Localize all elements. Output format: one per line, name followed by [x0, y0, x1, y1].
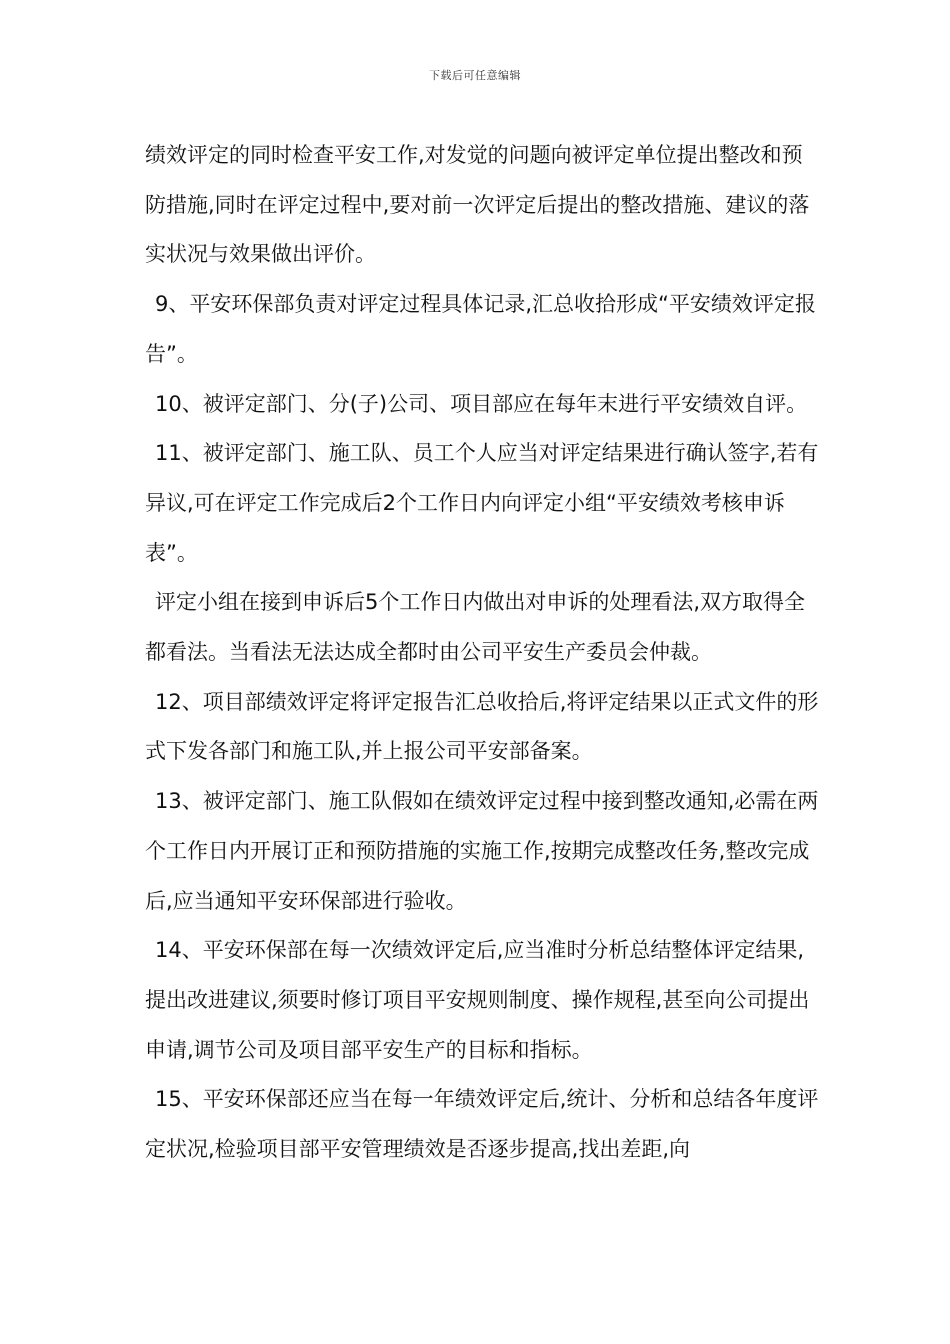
document-body	[145, 131, 820, 1175]
paragraph: 10、被评定部门、分(子)公司、项目部应在每年末进行平安绩效自评。	[155, 391, 808, 416]
paragraph: 14、平安环保部在每一次绩效评定后,应当准时分析总结整体评定结果,提出改进建议,须要时修订项目平安规则制度、操作规程,甚至向公司提出申请,调节公司及项目部平安生产的目标和指标。	[145, 938, 810, 1062]
paragraph: 11、被评定部门、施工队、员工个人应当对评定结果进行确认签字,若有异议,可在评定工作完成后2个工作日内向评定小组“平安绩效考核申诉表”。	[145, 441, 819, 565]
paragraph: 12、项目部绩效评定将评定报告汇总收拾后,将评定结果以正式文件的形式下发各部门和施工队,并上报公司平安部备案。	[145, 689, 819, 764]
paragraph: 15、平安环保部还应当在每一年绩效评定后,统计、分析和总结各年度评定状况,检验项目部平安管理绩效是否逐步提高,找出差距,向	[145, 1087, 819, 1162]
paragraph: 评定小组在接到申诉后5个工作日内做出对申诉的处理看法,双方取得全都看法。当看法无法达成全都时由公司平安生产委员会仲裁。	[145, 590, 806, 665]
paragraph: 9、平安环保部负责对评定过程具体记录,汇总收拾形成“平安绩效评定报告”。	[145, 292, 816, 366]
page-header: 下载后可任意编辑	[429, 69, 521, 82]
paragraph: 13、被评定部门、施工队假如在绩效评定过程中接到整改通知,必需在两个工作日内开展订正和预防措施的实施工作,按期完成整改任务,整改完成后,应当通知平安环保部进行验收。	[145, 789, 819, 913]
paragraph: 绩效评定的同时检查平安工作,对发觉的问题向被评定单位提出整改和预防措施,同时在评定过程中,要对前一次评定后提出的整改措施、建议的落实状况与效果做出评价。	[145, 143, 810, 267]
